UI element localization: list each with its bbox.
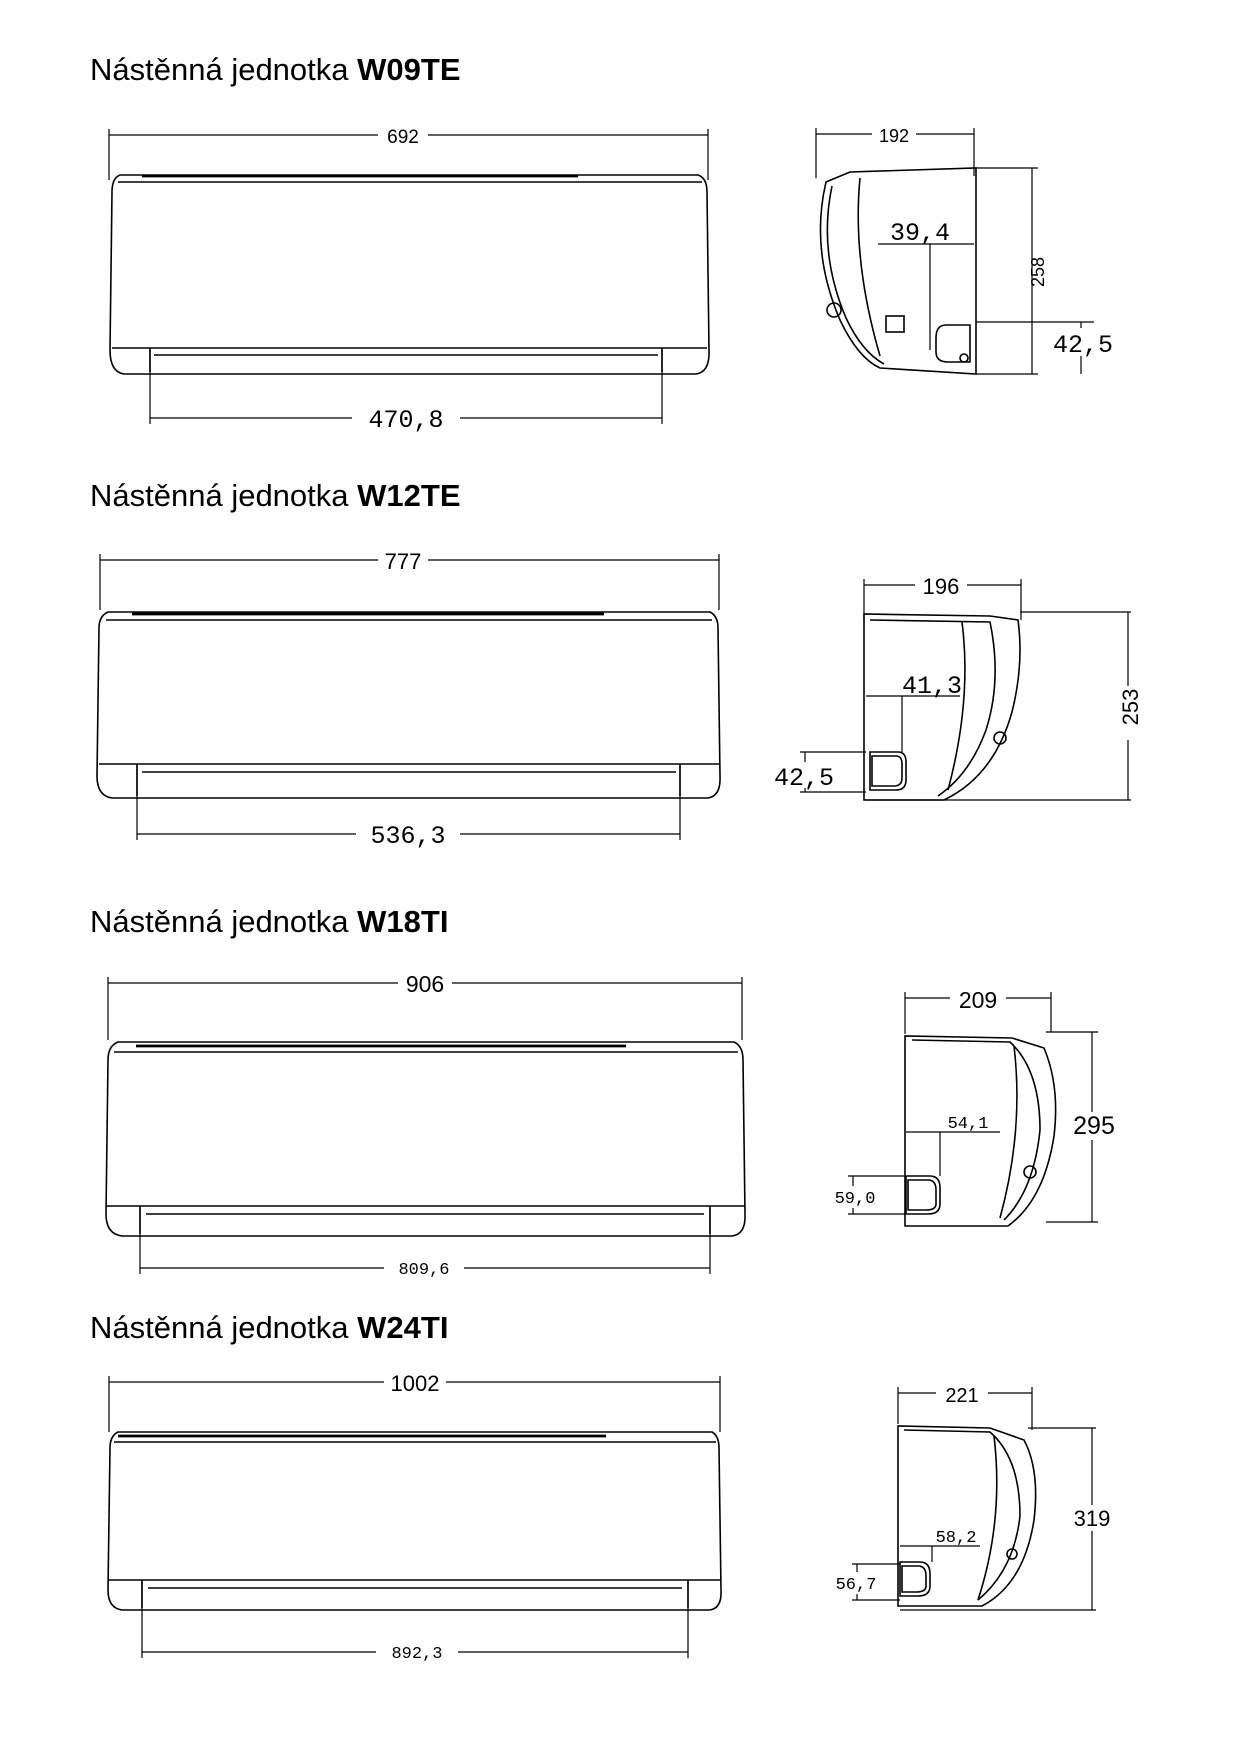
side-height-label: 258: [1028, 256, 1048, 288]
front-width-label: 692: [387, 127, 419, 148]
heading-prefix: Nástěnná jednotka: [90, 52, 349, 87]
side-depth-label: 221: [945, 1385, 979, 1407]
model-name: W24TI: [357, 1310, 449, 1345]
front-view-w09te: [109, 124, 709, 435]
side-depth-label: 192: [878, 126, 910, 146]
pipe-offset-label: 39,4: [889, 219, 951, 248]
side-depth-label: 209: [958, 987, 998, 1013]
model-name: W18TI: [357, 904, 449, 939]
front-view-w24ti: [108, 1370, 721, 1664]
side-view-w24ti: [824, 1383, 1114, 1610]
heading-prefix: Nástěnná jednotka: [90, 904, 349, 939]
front-width-label: 1002: [390, 1371, 440, 1396]
louver-width-label: 809,6: [398, 1261, 450, 1280]
side-height-label: 295: [1073, 1112, 1115, 1140]
front-width-label: 906: [405, 971, 445, 997]
pipe-height-label: 42,5: [1052, 331, 1114, 360]
model-name: W12TE: [357, 478, 461, 513]
heading-prefix: Nástěnná jednotka: [90, 1310, 349, 1345]
louver-width-label: 470,8: [368, 406, 444, 435]
front-view-w12te: [97, 549, 720, 851]
side-height-label: 253: [1118, 688, 1143, 726]
louver-width-label: 892,3: [391, 1645, 443, 1664]
pipe-offset-label: 54,1: [947, 1115, 989, 1134]
side-depth-label: 196: [922, 574, 960, 599]
side-view-w09te: [816, 123, 1126, 374]
side-view-w18ti: [822, 987, 1120, 1226]
side-height-label: 319: [1073, 1506, 1111, 1531]
pipe-offset-label: 58,2: [935, 1529, 977, 1548]
front-view-w18ti: [106, 971, 745, 1280]
model-name: W09TE: [357, 52, 461, 87]
louver-width-label: 536,3: [370, 822, 446, 851]
pipe-height-label: 42,5: [773, 764, 835, 793]
side-view-w12te: [764, 574, 1143, 800]
pipe-height-label: 59,0: [834, 1190, 876, 1209]
heading-prefix: Nástěnná jednotka: [90, 478, 349, 513]
pipe-offset-label: 41,3: [901, 672, 963, 701]
front-width-label: 777: [384, 549, 422, 574]
pipe-height-label: 56,7: [835, 1576, 877, 1595]
